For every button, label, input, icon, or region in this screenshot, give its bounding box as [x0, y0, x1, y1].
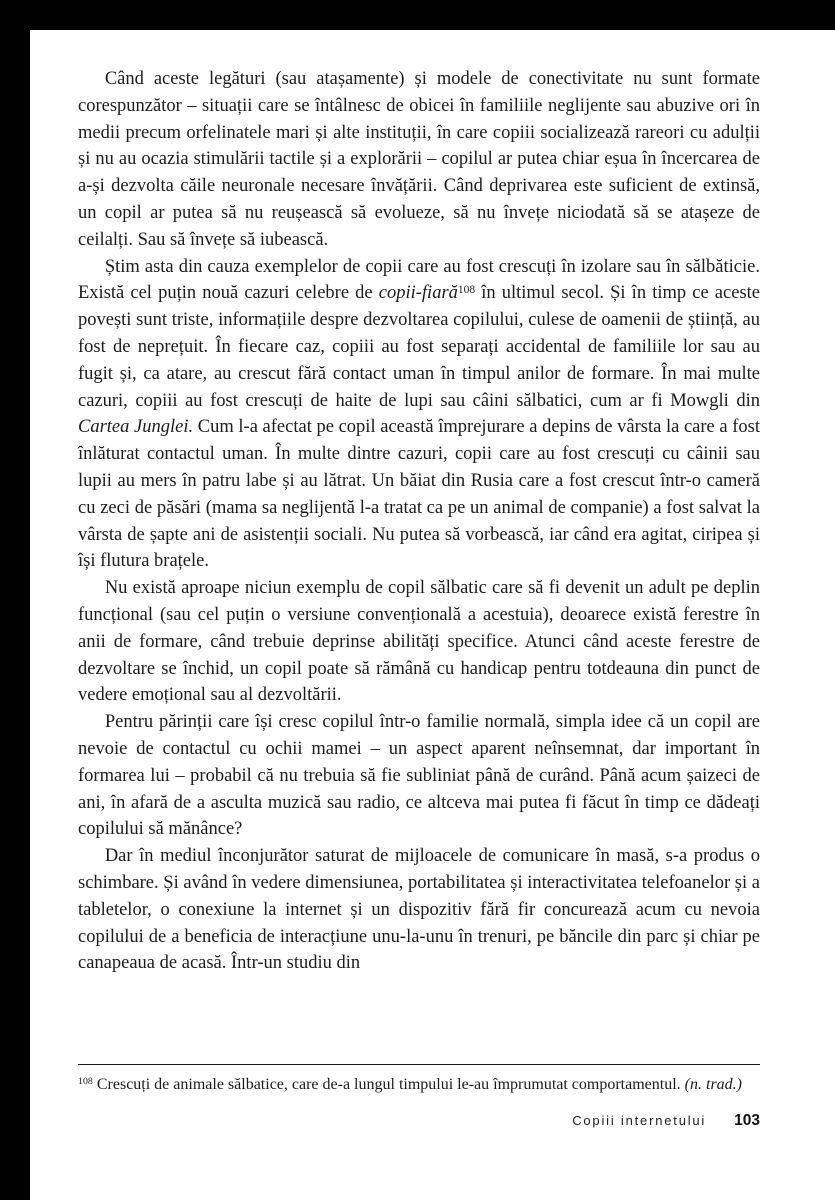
paragraph	[78, 575, 760, 709]
running-title: Copiii internetului	[572, 1113, 707, 1128]
book-edge-left	[0, 0, 30, 1200]
page-number: 103	[734, 1112, 760, 1129]
body-text-segment: în ultimul secol. Și în timp ce aceste povești sunt triste, informațiile despre dezvoltarea copilului, culese de oamenii de știință, au fost de neprețuit. În fiecare caz, copiii au fost separați accidental de familiile lor sau au fugit și, ca atare, au crescut fără contact uman în timpul anilor de formare. În mai multe cazuri, copiii au fost crescuți de haite de lupi sau câini sălbatici, cum ar fi Mowgli din	[78, 283, 760, 411]
paragraph	[78, 709, 760, 843]
footnote	[78, 1074, 760, 1097]
footnote-text: Crescuți de animale sălbatice, care de-a lungul timpului le-au împrumutat comportamentul.	[92, 1075, 685, 1093]
body-text-segment: Când aceste legături (sau atașamente) și modele de conectivitate nu sunt formate corespunzător – situații care se întâlnesc de obicei în familiile neglijente sau abuzive ori în medii precum orfelinatele mari și alte instituții, în care copiii socializează rareori cu adulții și nu au ocazia stimulării tactile și a explorării – copilul ar putea chiar eșua în încercarea de a-și dezvolta căile neuronale necesare învățării. Când deprivarea este suficient de extinsă, un copil ar putea să nu reușească să evolueze, să nu învețe niciodată să se atașeze de ceilalți. Sau să învețe să iubească.	[78, 69, 760, 250]
body-text-segment: Pentru părinții care își cresc copilul într-o familie normală, simpla idee că un copil are nevoie de contactul cu ochii mamei – un aspect aparent neînsemnat, dar important în formarea lui – probabil că nu trebuia să fie subliniat până de curând. Până acum șaizeci de ani, în afară de a asculta muzică sau radio, ce altceva mai putea fi făcut în timp ce dădeați copilului să mănânce?	[78, 712, 760, 840]
italic-book-title: Cartea Junglei.	[78, 417, 194, 438]
footnote-translator-note: (n. trad.)	[684, 1075, 742, 1093]
footnote-reference: 108	[457, 283, 476, 296]
footnote-section	[78, 1064, 760, 1097]
body-text-segment: Cum l-a afectat pe copil această împrejurare a depins de vârsta la care a fost înlăturat contactul uman. În multe dintre cazuri, copii care au fost crescuți cu câinii sau lupii au mers în patru labe și au lătrat. Un băiat din Rusia care a fost crescut într-o cameră cu zeci de păsări (mama sa neglijentă l-a tratat ca pe un animal de companie) a fost salvat la vârsta de șapte ani de asistenții sociali. Nu putea să vorbească, iar când era agitat, ciripea și își flutura brațele.	[78, 417, 760, 572]
italic-term: copii-fiară	[378, 283, 458, 304]
book-edge-top	[0, 0, 835, 30]
page-body	[78, 66, 760, 977]
paragraph	[78, 843, 760, 977]
page-footer	[78, 1112, 760, 1130]
body-text-segment: Dar în mediul înconjurător saturat de mijloacele de comunicare în masă, s-a produs o schimbare. Și având în vedere dimensiunea, portabilitatea și interactivitatea telefoanelor și a tabletelor, o conexiune la internet și un dispozitiv fără fir concurează acum cu nevoia copilului de a beneficia de interacțiune unu-la-unu în trenuri, pe băncile din parc și chiar pe canapeaua de acasă. Într-un studiu din	[78, 846, 760, 974]
paragraph	[78, 254, 760, 576]
paragraph	[78, 66, 760, 254]
footnote-number: 108	[78, 1075, 93, 1087]
body-text-segment: Știm asta din cauza exemplelor de copii care au fost crescuți în izolare sau în sălbăticie. Există cel puțin nouă cazuri celebre de	[78, 256, 760, 304]
book-page	[78, 66, 760, 1130]
body-text-segment: Nu există aproape niciun exemplu de copil sălbatic care să fi devenit un adult pe deplin funcțional (sau cel puțin o versiune convențională a acestuia), deoarece există ferestre în anii de formare, când trebuie deprinse abilități specifice. Atunci când aceste ferestre de dezvoltare se închid, un copil poate să rămână cu handicap pentru totdeauna din punct de vedere emoțional sau al dezvoltării.	[78, 578, 760, 706]
